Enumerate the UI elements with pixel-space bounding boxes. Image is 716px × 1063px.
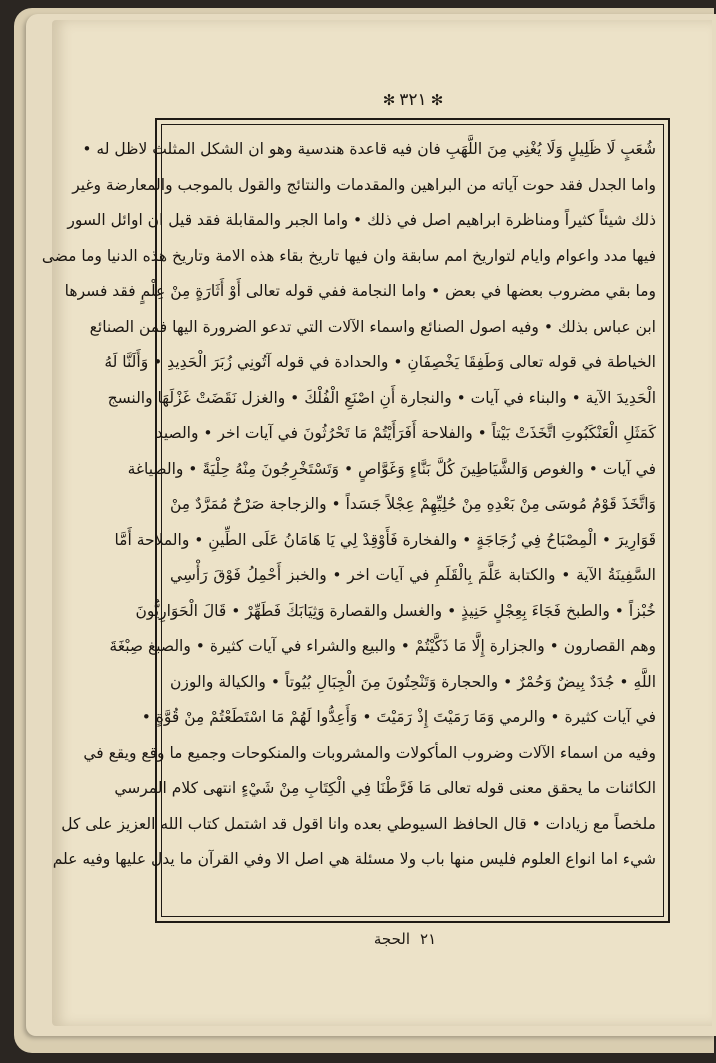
body-text [41, 132, 656, 912]
signature-title: الحجة [373, 930, 411, 948]
ornament-icon: ✻ [430, 91, 444, 109]
text-line: اللَّهِ • جُدَدٌ بِيضٌ وَحُمْرٌ • والحجارة وَتَنْحِتُونَ مِنَ الْجِبَالِ بُيُوتاً • والكيالة والوزن [170, 672, 656, 691]
ornament-icon: ✻ [382, 91, 396, 109]
page-number: ٣٢١ [399, 90, 427, 110]
text-line: وَاتَّخَذَ قَوْمُ مُوسَى مِنْ بَعْدِهِ مِنْ حُلِيِّهِمْ عِجْلاً جَسَداً • والزجاجة صَرْحٌ مُمَرَّدٌ مِنْ [170, 495, 656, 513]
text-line: وما بقي مضروب بعضها في بعض • واما النجامة ففي قوله تعالى أَوْ أَثَارَةٍ مِنْ عِلْمٍ فقد فسرها [64, 282, 656, 300]
text-line: وهم القصارون • والجزارة إِلَّا مَا ذَكَّيْتُمْ • والبيع والشراء في آيات كثيرة • والصبغ صِبْغَةَ [109, 637, 656, 655]
text-line: واما الجدل فقد حوت آياته من البراهين والمقدمات والنتائج والقول بالموجب والمعارضة وغير [72, 175, 656, 194]
text-line: السَّفِينَةُ الآية • والكتابة عَلَّمَ بِالْقَلَمِ في آيات اخر • والخبز أَحْمِلُ فَوْقَ رَأْسِي [170, 566, 656, 584]
text-line: شُعَبٍ لَا ظَلِيلٍ وَلَا يُغْنِي مِنَ اللَّهَبِ فان فيه قاعدة هندسية وهو ان الشكل المثلث لاظل له • [82, 140, 656, 158]
text-line: وفيه من اسماء الآلات وضروب المأكولات والمشروبات والمنكوحات وجميع ما وقع ويقع في [83, 743, 656, 762]
page-footer [330, 930, 480, 956]
signature-number: ٢١ [420, 930, 437, 948]
text-line: قَوَارِيرَ • الْمِصْبَاحُ فِي زُجَاجَةٍ • والفخارة فَأَوْقِدْ لِي يَا هَامَانُ عَلَى الطِّينِ • والملاحة أَمَّا [114, 530, 656, 549]
text-line: ذلك شيئاً كثيراً ومناظرة ابراهيم اصل في ذلك • واما الجبر والمقابلة فقد قيل ان اوائل السور [67, 211, 656, 229]
text-line: شيء اما انواع العلوم فليس منها باب ولا مسئلة هي اصل الا وفي القرآن ما يدل عليها وفيه علم [52, 850, 656, 868]
text-line: في آيات • والغوص وَالشَّيَاطِينَ كُلَّ بَنَّاءٍ وَغَوَّاصٍ • وَتَسْتَخْرِجُونَ مِنْهُ حِلْيَةً • والصياغة [127, 459, 656, 478]
text-line: كَمَثَلِ الْعَنْكَبُوتِ اتَّخَذَتْ بَيْتاً • والفلاحة أَفَرَأَيْتُمْ مَا تَحْرُثُونَ في آيات اخر • والصيد [155, 424, 656, 442]
text-line: فيها مدد واعوام وايام لتواريخ امم سابقة وان فيها تاريخ بقاء هذه الامة وتاريخ هذه الدنيا وما مضى [41, 246, 656, 265]
text-line: الْحَدِيدَ الآية • والبناء في آيات • والنجارة أَنِ اصْنَعِ الْفُلْكَ • والغزل نَقَضَتْ غَزْلَهَا والنسج [107, 388, 656, 407]
text-line: ابن عباس بذلك • وفيه اصول الصنائع واسماء الآلات التي تدعو الضرورة اليها فمن الصنائع [89, 317, 656, 336]
text-line: في آيات كثيرة • والرمي وَمَا رَمَيْتَ إِذْ رَمَيْتَ • وَأَعِدُّوا لَهُمْ مَا اسْتَطَعْتُمْ مِنْ قُوَّةٍ • [141, 708, 656, 726]
text-line: خُبْزاً • والطبخ فَجَاءَ بِعِجْلٍ حَنِيذٍ • والغسل والقصارة وَثِيَابَكَ فَطَهِّرْ • قَالَ الْحَوَارِيُّونَ [135, 601, 656, 620]
text-line: ملخصاً مع زيادات • قال الحافظ السيوطي بعده وانا اقول قد اشتمل كتاب الله العزيز على كل [61, 814, 656, 833]
text-line: الكائنات ما يحقق معنى قوله تعالى مَا فَرَّطْنَا فِي الْكِتَابِ مِنْ شَيْءٍ انتهى كلام المرسي [114, 779, 656, 797]
text-line: الخياطة في قوله تعالى وَطَفِقَا يَخْصِفَانِ • والحدادة في قوله آتُونِي زُبَرَ الْحَدِيدِ • وَأَلَنَّا لَهُ [104, 353, 656, 371]
page-number-header [383, 87, 443, 113]
